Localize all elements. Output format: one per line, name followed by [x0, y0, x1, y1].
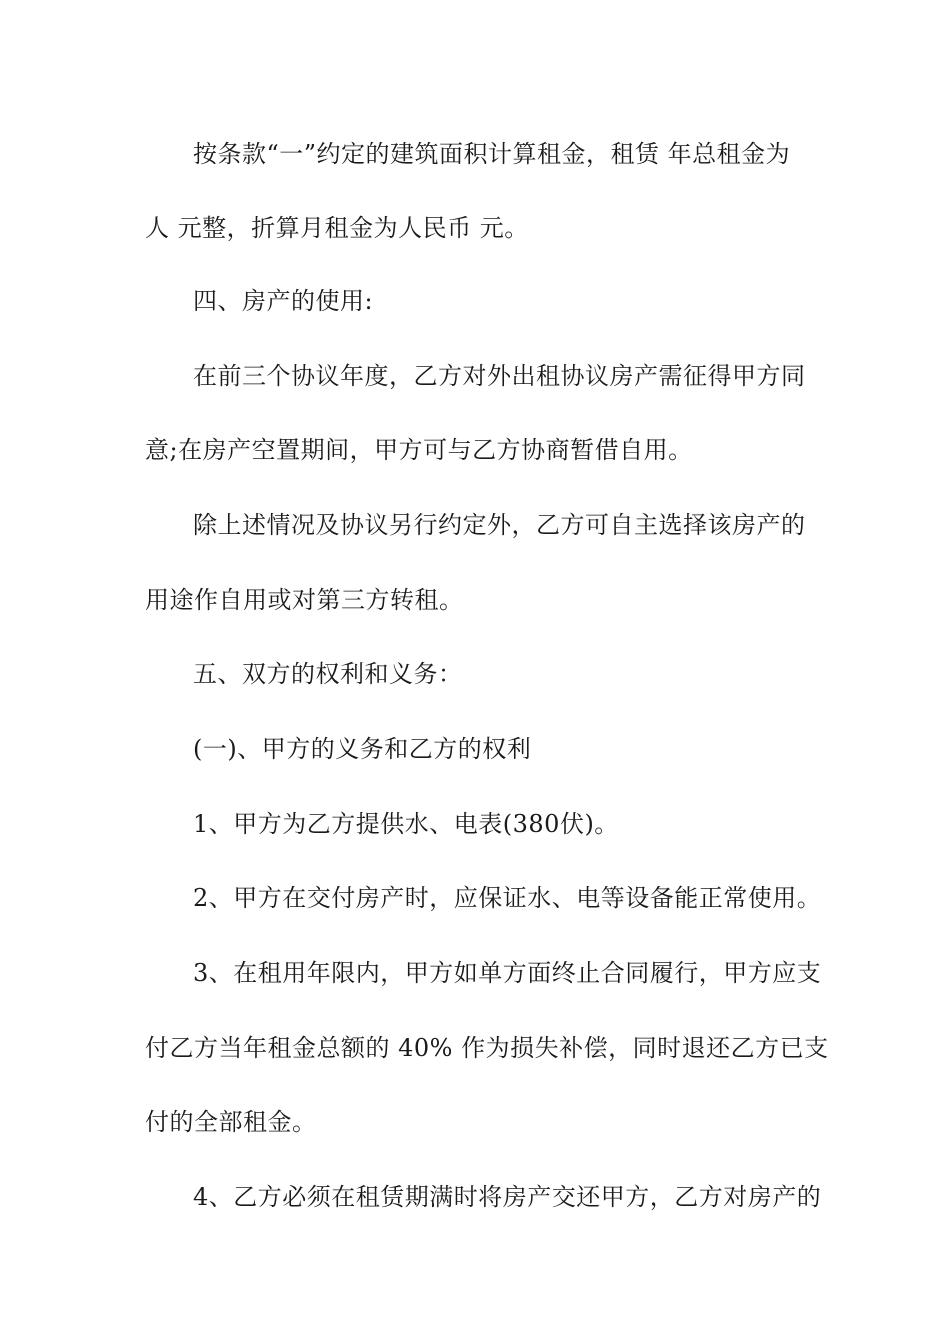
subsection-heading: (一)、甲方的义务和乙方的权利 — [193, 735, 532, 763]
list-item: 2、甲方在交付房产时，应保证水、电等设备能正常使用。 — [193, 884, 822, 912]
paragraph-line: 人 元整，折算月租金为人民币 元。 — [145, 214, 529, 242]
paragraph-line: 意;在房产空置期间，甲方可与乙方协商暂借自用。 — [145, 436, 693, 464]
paragraph-line: 付的全部租金。 — [145, 1108, 317, 1136]
paragraph-line: 除上述情况及协议另行约定外，乙方可自主选择该房产的 — [193, 511, 806, 539]
paragraph-line: 用途作自用或对第三方转租。 — [145, 586, 464, 614]
paragraph-line: 按条款“一”约定的建筑面积计算租金，租赁 年总租金为 — [193, 140, 791, 168]
list-item: 4、乙方必须在租赁期满时将房产交还甲方，乙方对房产的 — [193, 1183, 822, 1211]
list-item: 3、在租用年限内，甲方如单方面终止合同履行，甲方应支 — [193, 959, 822, 987]
paragraph-line: 付乙方当年租金总额的 40% 作为损失补偿，同时退还乙方已支 — [145, 1034, 829, 1062]
section-heading: 四、房产的使用: — [193, 287, 374, 315]
list-item: 1、甲方为乙方提供水、电表(380伏)。 — [193, 810, 619, 838]
paragraph-line: 在前三个协议年度，乙方对外出租协议房产需征得甲方同 — [193, 362, 806, 390]
section-heading: 五、双方的权利和义务： — [193, 660, 463, 688]
